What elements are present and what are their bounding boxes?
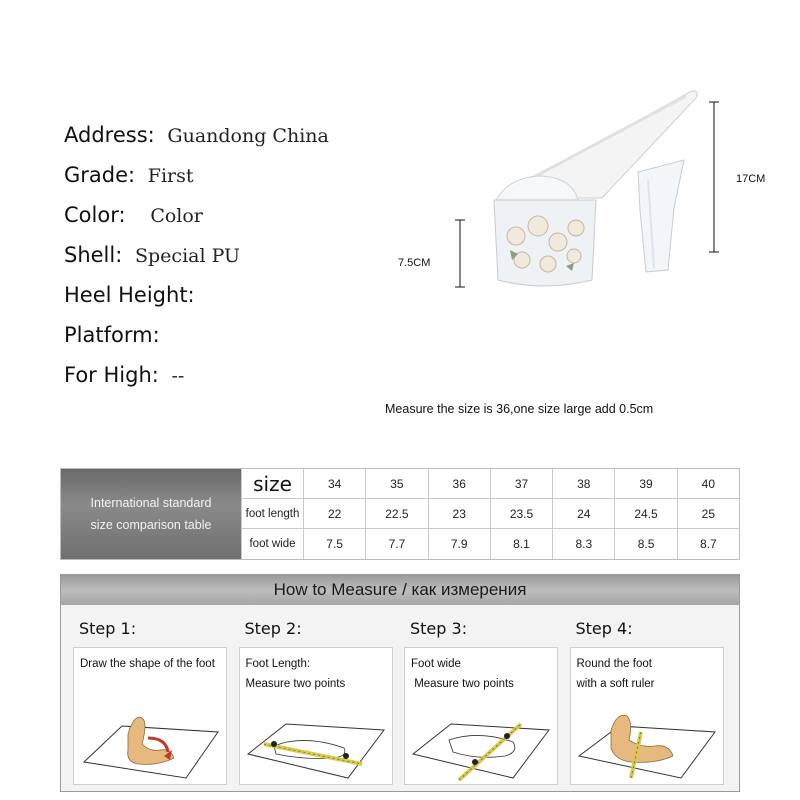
size-header-cell: 34 bbox=[303, 469, 365, 499]
step-title: Step 4: bbox=[575, 619, 633, 638]
caption-line: International standard bbox=[90, 496, 212, 510]
spec-heel-height bbox=[64, 280, 329, 320]
table-cell: 24.5 bbox=[614, 499, 676, 529]
step-line: Foot Length: bbox=[245, 658, 311, 670]
table-cell: 8.5 bbox=[614, 529, 676, 559]
step-text bbox=[411, 654, 514, 694]
row-label-foot-wide: foot wide bbox=[241, 529, 303, 559]
step-line: with a soft ruler bbox=[576, 678, 655, 690]
step-card bbox=[239, 647, 393, 785]
height-dimension-line bbox=[709, 102, 719, 252]
spec-label: Grade: bbox=[64, 163, 136, 187]
spec-value: Color bbox=[138, 205, 203, 227]
size-header-cell: 35 bbox=[365, 469, 427, 499]
table-cell: 25 bbox=[677, 499, 739, 529]
product-specs bbox=[64, 120, 329, 400]
spec-label: Address: bbox=[64, 123, 155, 147]
step-3 bbox=[400, 605, 566, 791]
step-4 bbox=[566, 605, 732, 791]
step-line: Round the foot bbox=[576, 658, 652, 670]
caption-line: size comparison table bbox=[90, 518, 212, 532]
row-label-foot-length: foot length bbox=[241, 499, 303, 529]
spec-value: -- bbox=[171, 365, 185, 387]
step-line: Draw the shape of the foot bbox=[80, 658, 215, 670]
table-cell: 8.3 bbox=[552, 529, 614, 559]
size-grid bbox=[241, 469, 739, 559]
spec-address bbox=[64, 120, 329, 160]
how-to-measure-title: How to Measure / как измерения bbox=[61, 575, 739, 605]
foot-outline-icon bbox=[78, 704, 222, 782]
table-cell: 23 bbox=[428, 499, 490, 529]
table-cell: 7.9 bbox=[428, 529, 490, 559]
spec-grade bbox=[64, 160, 329, 200]
spec-label: Heel Height: bbox=[64, 283, 195, 307]
shoe-height-label: 17CM bbox=[736, 173, 766, 185]
size-header-cell: 40 bbox=[677, 469, 739, 499]
step-text bbox=[246, 654, 346, 694]
step-text bbox=[80, 654, 215, 674]
step-card bbox=[73, 647, 227, 785]
size-header-cell: 38 bbox=[552, 469, 614, 499]
spec-label: Platform: bbox=[64, 323, 160, 347]
size-header-cell: 36 bbox=[428, 469, 490, 499]
table-cell: 7.7 bbox=[365, 529, 427, 559]
spec-value: First bbox=[147, 165, 194, 187]
spec-label: Shell: bbox=[64, 243, 123, 267]
table-cell: 23.5 bbox=[490, 499, 552, 529]
spec-platform bbox=[64, 320, 329, 360]
table-cell: 22.5 bbox=[365, 499, 427, 529]
spec-for-high bbox=[64, 360, 329, 400]
step-text bbox=[577, 654, 655, 694]
shoe-image bbox=[390, 80, 790, 310]
platform-height-label: 7.5CM bbox=[398, 257, 431, 269]
platform-dimension-line bbox=[455, 220, 465, 287]
table-cell: 8.1 bbox=[490, 529, 552, 559]
step-title: Step 3: bbox=[410, 619, 468, 638]
table-cell: 7.5 bbox=[303, 529, 365, 559]
spec-shell bbox=[64, 240, 329, 280]
foot-circumference-icon bbox=[575, 704, 719, 782]
size-header-label: size bbox=[241, 469, 303, 499]
table-cell: 8.7 bbox=[677, 529, 739, 559]
step-1 bbox=[69, 605, 235, 791]
spec-value: Guandong China bbox=[167, 125, 329, 147]
step-line: Foot wide bbox=[411, 658, 461, 670]
step-line: Measure two points bbox=[411, 678, 514, 690]
size-header-cell: 39 bbox=[614, 469, 676, 499]
spec-value: Special PU bbox=[135, 245, 241, 267]
spec-label: Color: bbox=[64, 203, 126, 227]
spec-color bbox=[64, 200, 329, 240]
measure-note: Measure the size is 36,one size large add 0.5cm bbox=[385, 402, 654, 416]
step-line: Measure two points bbox=[245, 678, 346, 690]
size-comparison-table bbox=[60, 468, 740, 560]
foot-length-icon bbox=[244, 704, 388, 782]
table-cell: 24 bbox=[552, 499, 614, 529]
size-header-cell: 37 bbox=[490, 469, 552, 499]
step-title: Step 2: bbox=[244, 619, 302, 638]
step-card bbox=[570, 647, 724, 785]
step-card bbox=[404, 647, 558, 785]
step-2 bbox=[235, 605, 401, 791]
step-title: Step 1: bbox=[79, 619, 137, 638]
foot-width-icon bbox=[409, 704, 553, 782]
size-table-caption bbox=[61, 469, 241, 559]
how-to-measure-panel bbox=[60, 574, 740, 792]
table-cell: 22 bbox=[303, 499, 365, 529]
spec-label: For High: bbox=[64, 363, 159, 387]
